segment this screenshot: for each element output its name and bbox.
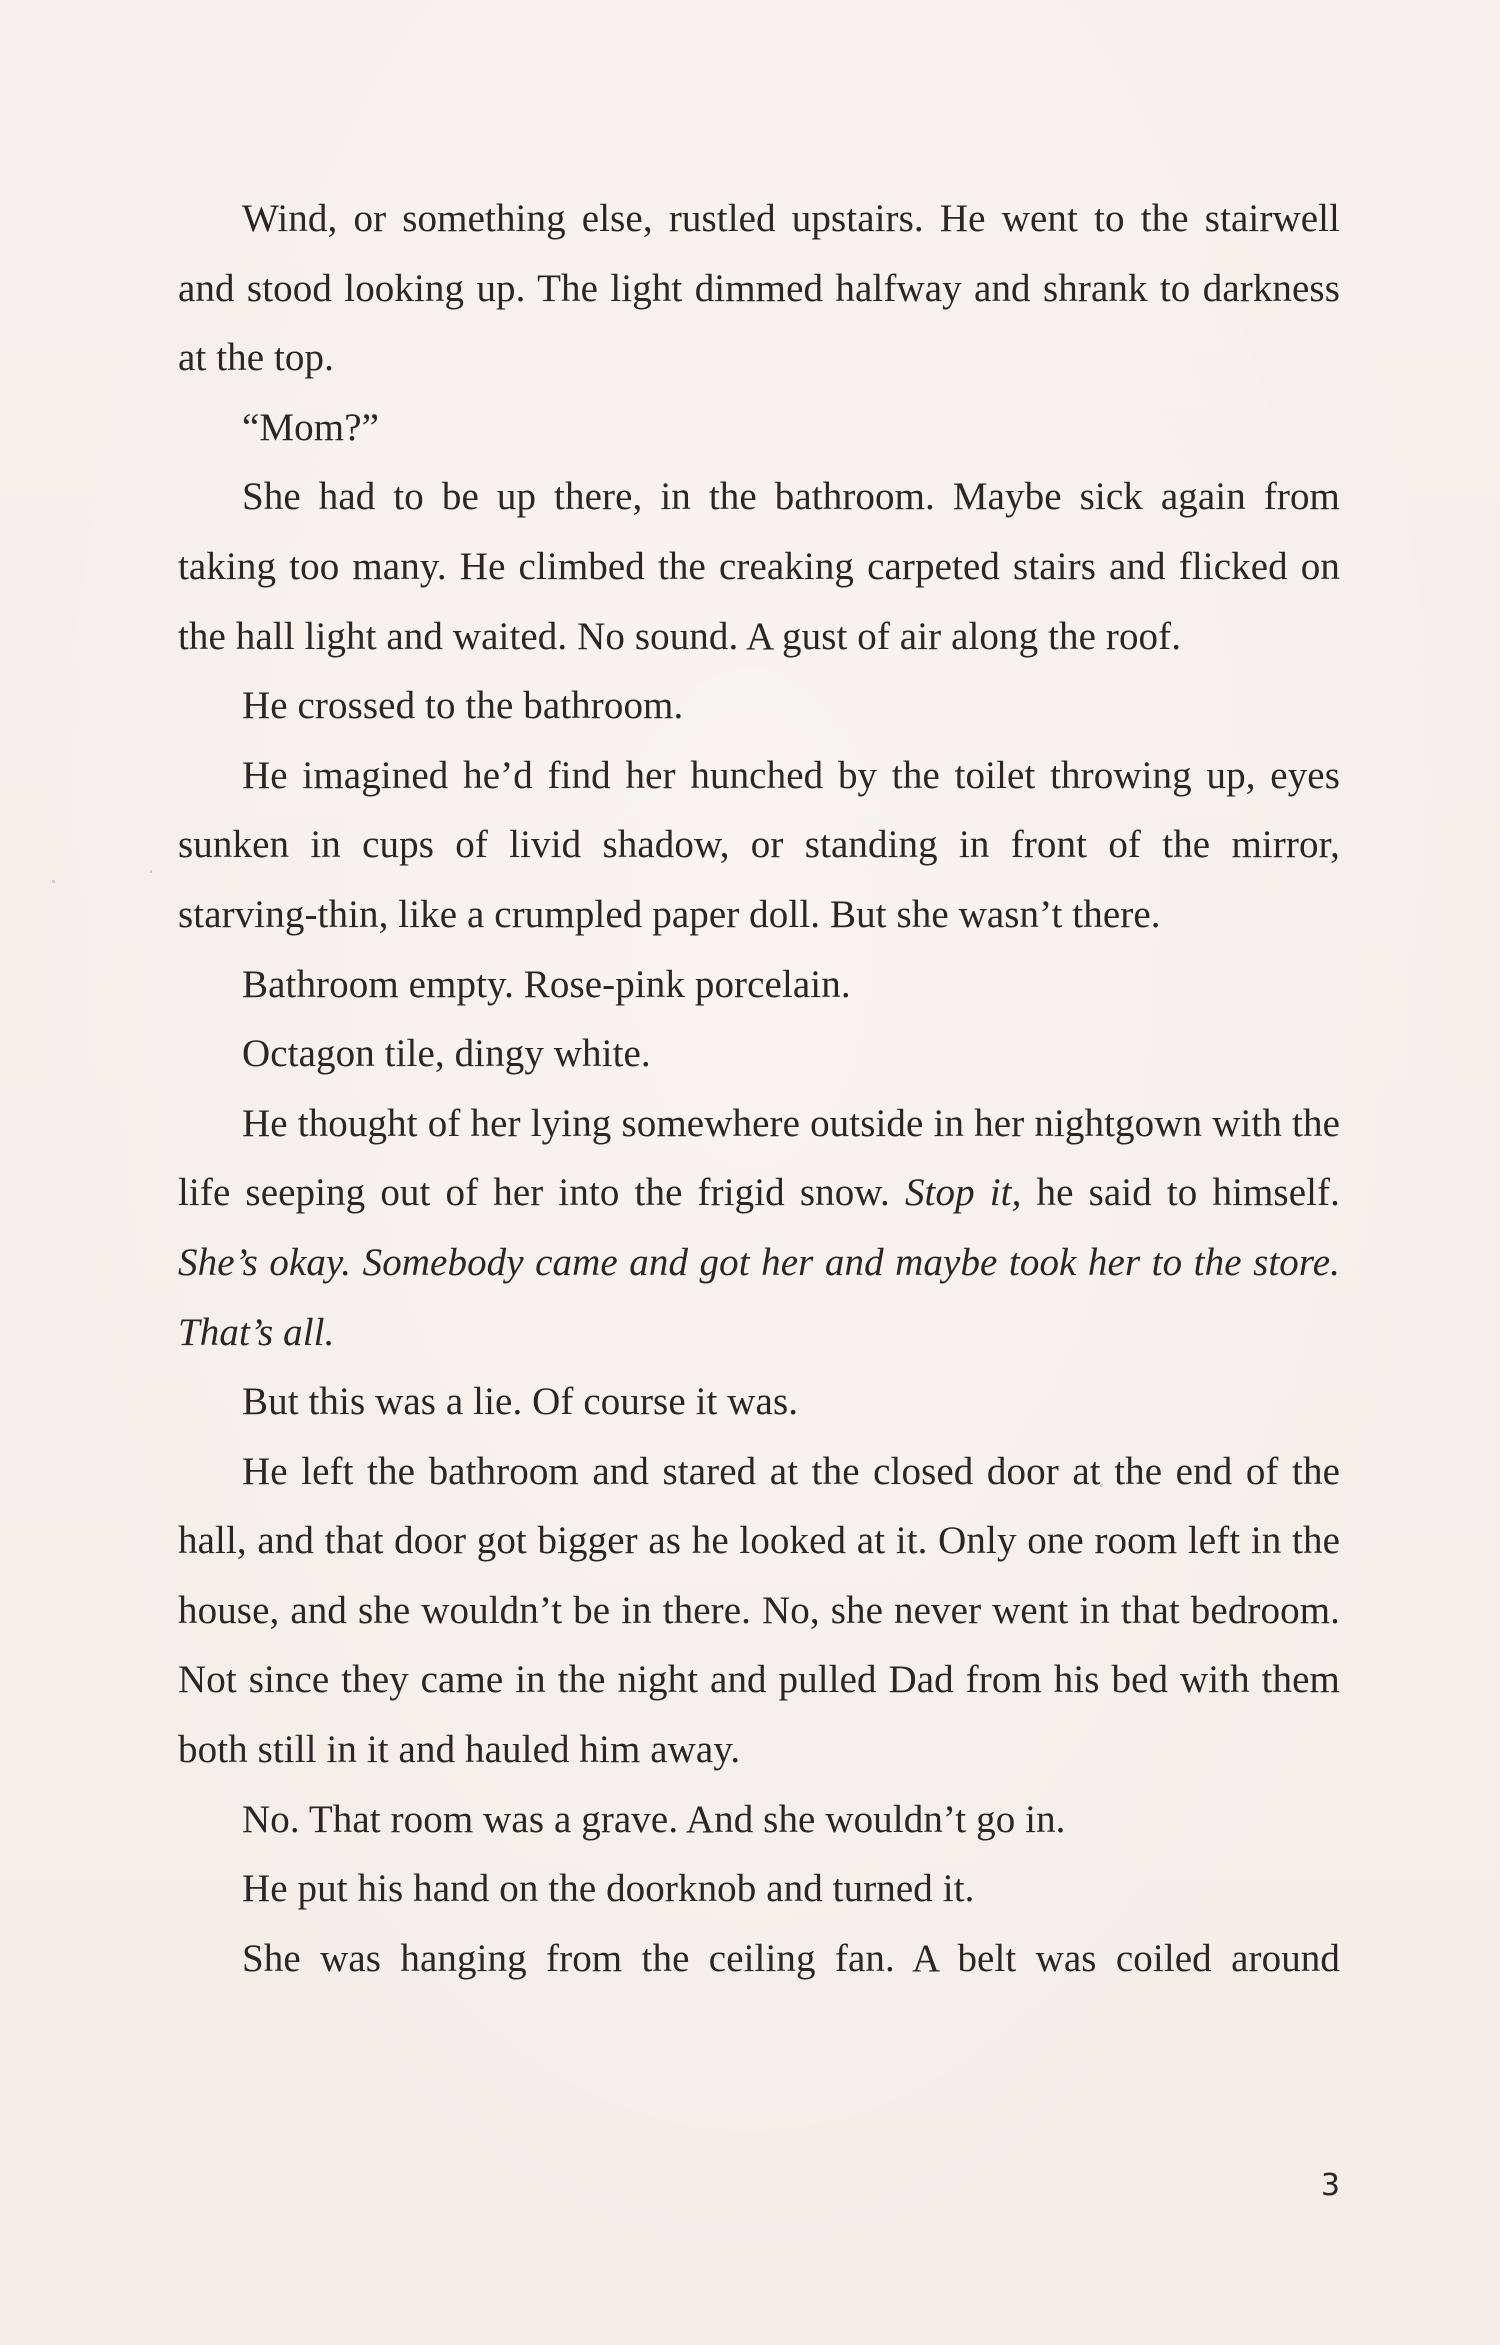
text-run: He put his hand on the doorknob and turned it. bbox=[242, 1867, 975, 1911]
text-run: But this was a lie. Of course it was. bbox=[242, 1380, 799, 1424]
paragraph bbox=[178, 1019, 1340, 1089]
paragraph bbox=[178, 1089, 1340, 1367]
paper-speck bbox=[52, 880, 55, 883]
paragraph bbox=[178, 393, 1340, 463]
text-run: He left the bathroom and stared at the closed door at the end of the hall, and that door got bigger as he looked at it. Only one room left in the house, and she wouldn’t be in there. No, she never went in that bedroom. Not since they came in the night and pulled Dad from his bed with them both still in it and hauled him away. bbox=[178, 1449, 1340, 1772]
text-run: he said to himself. bbox=[1021, 1171, 1340, 1215]
paragraph bbox=[178, 1854, 1340, 1924]
paragraph bbox=[178, 950, 1340, 1020]
text-run: Octagon tile, dingy white. bbox=[242, 1032, 651, 1076]
text-run: “Mom?” bbox=[242, 405, 380, 449]
paragraph bbox=[178, 741, 1340, 950]
text-run: She was hanging from the ceiling fan. A belt was coiled around bbox=[242, 1936, 1340, 1980]
text-run: He thought of her lying somewhere outside in her nightgown with the life seeping out of her into the frigid snow. bbox=[178, 1101, 1340, 1215]
paragraph bbox=[178, 462, 1340, 671]
paper-speck bbox=[150, 870, 152, 873]
paragraph bbox=[178, 184, 1340, 393]
text-run: He imagined he’d find her hunched by the toilet throwing up, eyes sunken in cups of livid shadow, or standing in front of the mirror, starving-thin, like a crumpled paper doll. But she wasn’t there. bbox=[178, 753, 1340, 936]
text-run: She had to be up there, in the bathroom. Maybe sick again from taking too many. He climbed the creaking carpeted stairs and flicked on the hall light and waited. No sound. A gust of air along the roof. bbox=[178, 475, 1340, 658]
text-run: Bathroom empty. Rose-pink porcelain. bbox=[242, 962, 851, 1006]
paragraph bbox=[178, 1437, 1340, 1785]
paragraph bbox=[178, 1785, 1340, 1855]
paragraph bbox=[178, 671, 1340, 741]
body-text bbox=[178, 184, 1340, 1993]
page-number: 3 bbox=[1320, 2168, 1340, 2203]
text-run: No. That room was a grave. And she wouldn’t go in. bbox=[242, 1797, 1066, 1841]
text-run: Wind, or something else, rustled upstairs. He went to the stairwell and stood looking up. The light dimmed halfway and shrank to darkness at the top. bbox=[178, 197, 1340, 380]
paragraph bbox=[178, 1367, 1340, 1437]
paragraph bbox=[178, 1924, 1340, 1994]
text-run: He crossed to the bathroom. bbox=[242, 684, 684, 728]
italic-text: Stop it, bbox=[904, 1171, 1022, 1215]
italic-text: She’s okay. Somebody came and got her and maybe took her to the store. That’s all. bbox=[178, 1240, 1340, 1354]
